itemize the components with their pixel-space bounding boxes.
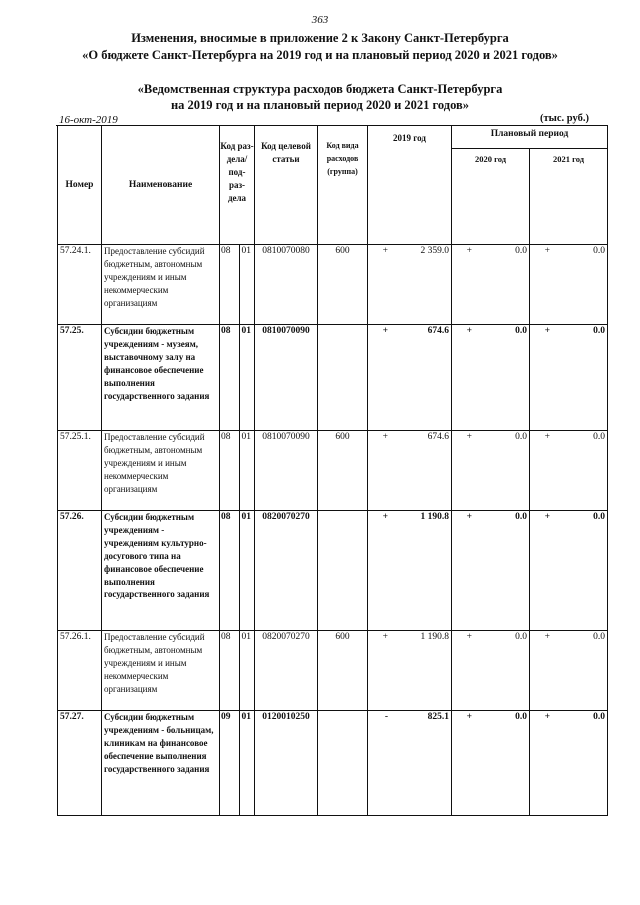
col-header-2020: 2020 год [452, 149, 530, 245]
row-amount-2019 [368, 245, 452, 325]
sign-2021: + [544, 632, 550, 642]
row-expense-code: 600 [318, 631, 368, 711]
col-header-planned: Плановый период [452, 126, 608, 149]
table-row [58, 511, 608, 631]
value-2020: 0.0 [515, 712, 527, 722]
col-header-expense: Код вида расходов (группа) [318, 126, 368, 245]
col-header-target: Код целевой статьи [255, 126, 318, 245]
sign-2021: + [544, 712, 550, 722]
row-expense-code [318, 511, 368, 631]
row-name: Субсидии бюджетным учреждениям - больницам, клиникам на финансовое обеспечение выполнения государственного задания [102, 711, 220, 816]
row-subsection: 01 [240, 431, 255, 511]
value-2021: 0.0 [593, 632, 605, 642]
page-number: 363 [311, 14, 329, 26]
row-section: 08 [220, 511, 240, 631]
row-amount-2020 [452, 245, 530, 325]
sign-2021: + [544, 326, 550, 336]
value-2019: 674.6 [427, 432, 449, 442]
col-header-2019: 2019 год [368, 126, 452, 245]
col-header-2021: 2021 год [530, 149, 608, 245]
row-name: Субсидии бюджетным учреждениям - музеям, выставочному залу на финансовое обеспечение выполнения государственного задания [102, 325, 220, 431]
budget-table [57, 125, 608, 816]
row-section: 08 [220, 325, 240, 431]
row-amount-2021 [530, 431, 608, 511]
value-2020: 0.0 [515, 432, 527, 442]
row-amount-2019 [368, 325, 452, 431]
row-amount-2020 [452, 511, 530, 631]
row-amount-2020 [452, 325, 530, 431]
row-subsection: 01 [240, 245, 255, 325]
row-target-code: 0810070090 [255, 325, 318, 431]
value-2021: 0.0 [593, 712, 605, 722]
units-label: (тыс. руб.) [540, 113, 589, 124]
document-title [0, 30, 640, 64]
row-name: Предоставление субсидий бюджетным, автономным учреждениям и иным некоммерческим организациям [102, 631, 220, 711]
row-target-code: 0810070090 [255, 431, 318, 511]
table-row [58, 245, 608, 325]
col-header-section: Код раз- дела/ под- раз- дела [220, 126, 255, 245]
col-header-number: Номер [58, 126, 102, 245]
row-number: 57.25.1. [58, 431, 102, 511]
value-2020: 0.0 [515, 512, 527, 522]
value-2020: 0.0 [515, 326, 527, 336]
row-number: 57.26. [58, 511, 102, 631]
row-number: 57.25. [58, 325, 102, 431]
row-amount-2021 [530, 245, 608, 325]
row-subsection: 01 [240, 511, 255, 631]
row-expense-code: 600 [318, 245, 368, 325]
row-amount-2019 [368, 431, 452, 511]
appendix-title [0, 81, 640, 113]
row-target-code: 0120010250 [255, 711, 318, 816]
col-header-name: Наименование [102, 126, 220, 245]
value-2019: 1 190.8 [420, 632, 449, 642]
value-2020: 0.0 [515, 632, 527, 642]
sign-2019: + [382, 512, 388, 522]
sign-2020: + [466, 326, 472, 336]
row-expense-code: 600 [318, 431, 368, 511]
title-line-3: «Ведомственная структура расходов бюджета Санкт-Петербурга [137, 82, 503, 96]
sign-2019: + [382, 632, 388, 642]
table-row [58, 631, 608, 711]
sign-2020: + [466, 632, 472, 642]
row-amount-2019 [368, 631, 452, 711]
value-2019: 1 190.8 [420, 512, 449, 522]
row-target-code: 0820070270 [255, 631, 318, 711]
row-section: 08 [220, 631, 240, 711]
row-expense-code [318, 325, 368, 431]
row-amount-2021 [530, 631, 608, 711]
sign-2020: + [466, 246, 472, 256]
title-line-1: Изменения, вносимые в приложение 2 к Закону Санкт-Петербурга [131, 31, 509, 45]
row-amount-2021 [530, 711, 608, 816]
value-2019: 825.1 [427, 712, 449, 722]
sign-2020: + [466, 712, 472, 722]
row-section: 08 [220, 431, 240, 511]
sign-2021: + [544, 512, 550, 522]
sign-2019: + [382, 432, 388, 442]
row-subsection: 01 [240, 711, 255, 816]
row-amount-2021 [530, 511, 608, 631]
row-amount-2020 [452, 631, 530, 711]
row-amount-2020 [452, 711, 530, 816]
value-2021: 0.0 [593, 326, 605, 336]
row-amount-2020 [452, 431, 530, 511]
table-row [58, 325, 608, 431]
row-expense-code [318, 711, 368, 816]
sign-2021: + [544, 246, 550, 256]
value-2019: 674.6 [427, 326, 449, 336]
table-header [58, 126, 608, 245]
sign-2019: - [384, 712, 388, 722]
sign-2020: + [466, 432, 472, 442]
row-section: 08 [220, 245, 240, 325]
sign-2019: + [382, 326, 388, 336]
row-target-code: 0820070270 [255, 511, 318, 631]
sign-2021: + [544, 432, 550, 442]
title-line-4: на 2019 год и на плановый период 2020 и 2021 годов» [170, 98, 470, 112]
table-row [58, 711, 608, 816]
row-amount-2019 [368, 511, 452, 631]
row-section: 09 [220, 711, 240, 816]
value-2019: 2 359.0 [420, 246, 449, 256]
row-name: Предоставление субсидий бюджетным, автономным учреждениям и иным некоммерческим организациям [102, 431, 220, 511]
row-name: Субсидии бюджетным учреждениям - учреждениям культурно-досугового типа на финансовое обеспечение выполнения государственного задания [102, 511, 220, 631]
row-target-code: 0810070080 [255, 245, 318, 325]
row-number: 57.26.1. [58, 631, 102, 711]
row-number: 57.24.1. [58, 245, 102, 325]
document-date: 16-окт-2019 [59, 114, 118, 126]
row-amount-2021 [530, 325, 608, 431]
row-name: Предоставление субсидий бюджетным, автономным учреждениям и иным некоммерческим организациям [102, 245, 220, 325]
value-2021: 0.0 [593, 246, 605, 256]
value-2020: 0.0 [515, 246, 527, 256]
row-number: 57.27. [58, 711, 102, 816]
sign-2019: + [382, 246, 388, 256]
row-amount-2019 [368, 711, 452, 816]
row-subsection: 01 [240, 631, 255, 711]
table-row [58, 431, 608, 511]
title-line-2: «О бюджете Санкт-Петербурга на 2019 год и на плановый период 2020 и 2021 годов» [82, 48, 558, 62]
row-subsection: 01 [240, 325, 255, 431]
table-body [58, 245, 608, 816]
value-2021: 0.0 [593, 432, 605, 442]
value-2021: 0.0 [593, 512, 605, 522]
sign-2020: + [466, 512, 472, 522]
